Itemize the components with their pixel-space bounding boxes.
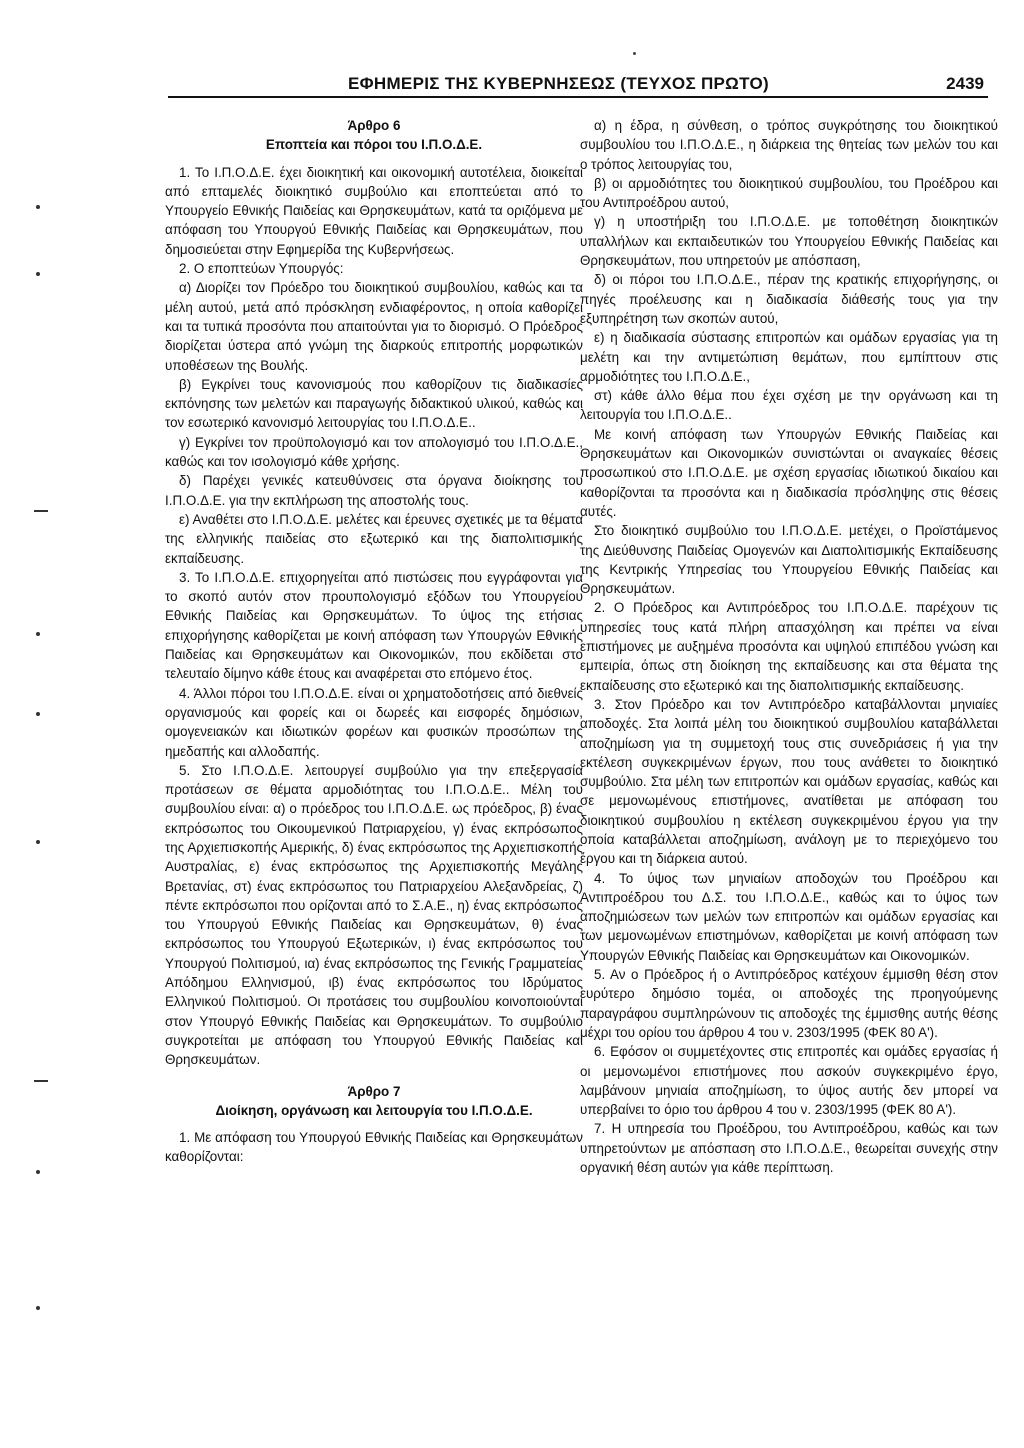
paragraph: β) Εγκρίνει τους κανονισμούς που καθορίζουν τις διαδικασίες εκπόνησης των μελετών και παραγωγής διδακτικού υλικού, καθώς και τον εσωτερικό κανονισμό λειτουργίας του Ι.Π.Ο.Δ.Ε.. — [165, 376, 583, 431]
margin-mark — [36, 840, 40, 844]
page-number: 2439 — [946, 74, 984, 93]
paragraph: 2. Ο Πρόεδρος και Αντιπρόεδρος του Ι.Π.Ο.Δ.Ε. παρέχουν τις υπηρεσίες τους κατά πλήρη απασχόληση και πρέπει να είναι επιστήμονες με αυξημένα προσόντα και υψηλού επιπέδου γνώση και εμπειρία, όπως στη διοίκηση της εκπαίδευσης και στα θέματα της εκπαίδευσης στο εξωτερικό και της διαπολιτισμικής εκπαίδευσης. — [580, 600, 998, 693]
margin-dash — [34, 1080, 48, 1082]
page-header — [168, 72, 988, 98]
paragraph: 1. Το Ι.Π.Ο.Δ.Ε. έχει διοικητική και οικονομική αυτοτέλεια, διοικείται από επταμελές διοικητικό συμβούλιο και εποπτεύεται από το Υπουργείο Εθνικής Παιδείας και Θρησκευμάτων, κατά τα οριζόμενα με απόφαση του Υπουργού Εθνικής Παιδείας και Θρησκευμάτων, που δημοσιεύεται στην Εφημερίδα της Κυβερνήσεως. — [165, 164, 583, 257]
paragraph: Στο διοικητικό συμβούλιο του Ι.Π.Ο.Δ.Ε. μετέχει, ο Προϊστάμενος της Διεύθυνσης Παιδείας Ομογενών και Διαπολιτισμικής Εκπαίδευσης της Κεντρικής Υπηρεσίας του Υπουργείου Εθνικής Παιδείας και Θρησκευμάτων. — [580, 523, 998, 597]
paragraph: 3. Το Ι.Π.Ο.Δ.Ε. επιχορηγείται από πιστώσεις που εγγράφονται για το σκοπό αυτόν στον προυπολογισμό εξόδων του Υπουργείου Εθνικής Παιδείας και Θρησκευμάτων. Το ύψος της ετήσιας επιχορήγησης καθορίζεται με κοινή απόφαση των Υπουργών Εθνικής Παιδείας και Θρησκευμάτων και Οικονομικών, που εκδίδεται στο τελευταίο δίμηνο κάθε έτους και αναφέρεται στο επόμενο έτος. — [165, 569, 583, 682]
article-6-title: Εποπτεία και πόροι του Ι.Π.Ο.Δ.Ε. — [265, 137, 483, 153]
paragraph: β) οι αρμοδιότητες του διοικητικού συμβουλίου, του Προέδρου και του Αντιπροέδρου αυτού, — [580, 175, 998, 211]
paragraph: 4. Άλλοι πόροι του Ι.Π.Ο.Δ.Ε. είναι οι χρηματοδοτήσεις από διεθνείς οργανισμούς και φορείς και οι δωρεές και εισφορές δημόσιων, ομογενειακών και ιδιωτικών φορέων και φυσικών προσώπων της ημεδαπής και αλλοδαπής. — [165, 685, 583, 759]
paragraph: α) η έδρα, η σύνθεση, ο τρόπος συγκρότησης του διοικητικού συμβουλίου του Ι.Π.Ο.Δ.Ε., η διάρκεια της θητείας των μελών του και ο τρόπος λειτουργίας του, — [580, 118, 998, 172]
paragraph: στ) κάθε άλλο θέμα που έχει σχέση με την οργάνωση και τη λειτουργία του Ι.Π.Ο.Δ.Ε.. — [580, 388, 998, 423]
paragraph: 6. Εφόσον οι συμμετέχοντες στις επιτροπές και ομάδες εργασίας ή οι μεμονωμένοι επιστήμονες που ασκούν συγκεκριμένο έργο, λαμβάνουν μηνιαία αποζημίωση, το ύψος αυτής δεν μπορεί να υπερβαίνει το όριο του άρθρου 4 του ν. 2303/1995 (ΦΕΚ 80 Α'). — [580, 1044, 998, 1118]
scan-artifact-dot — [633, 52, 636, 55]
paragraph: 7. Η υπηρεσία του Προέδρου, του Αντιπροέδρου, καθώς και των υπηρετούντων με απόσπαση στο Ι.Π.Ο.Δ.Ε., θεωρείται συνεχής στην οργανική θέση αυτών για κάθε περίπτωση. — [580, 1121, 998, 1176]
paragraph: α) Διορίζει τον Πρόεδρο του διοικητικού συμβουλίου, καθώς και τα μέλη αυτού, μετά από πρόσκληση ενδιαφέροντος, η οποία καθορίζει και τα τυπικά προσόντα που απαιτούνται για το διορισμό. Ο Πρόεδρος διορίζεται ύστερα από γνώμη της διαρκούς επιτροπής μορφωτικών υποθέσεων της Βουλής. — [165, 280, 583, 373]
paragraph: 5. Αν ο Πρόεδρος ή ο Αντιπρόεδρος κατέχουν έμμισθη θέση στον ευρύτερο δημόσιο τομέα, οι αποδοχές της προηγούμενης παραγράφου συμπληρώνουν τις αποδοχές της έμμισθης αυτής θέσης μέχρι του ορίου του άρθρου 4 του ν. 2303/1995 (ΦΕΚ 80 Α'). — [580, 967, 998, 1040]
margin-mark — [36, 712, 40, 716]
right-column — [580, 116, 998, 1177]
margin-dash — [34, 510, 48, 512]
paragraph: δ) Παρέχει γενικές κατευθύνσεις στα όργανα διοίκησης του Ι.Π.Ο.Δ.Ε. για την εκπλήρωση της αποστολής τους. — [165, 473, 583, 508]
margin-mark — [36, 1306, 40, 1310]
article-7-number: Άρθρο 7 — [347, 1083, 401, 1099]
margin-mark — [36, 205, 40, 209]
paragraph: ε) Αναθέτει στο Ι.Π.Ο.Δ.Ε. μελέτες και έρευνες σχετικές με τα θέματα της ελληνικής παιδείας στο εξωτερικό και της διαπολιτισμικής εκπαίδευσης. — [165, 511, 583, 566]
article-6-number: Άρθρο 6 — [347, 118, 401, 133]
paragraph: ε) η διαδικασία σύστασης επιτροπών και ομάδων εργασίας για τη μελέτη και την αντιμετώπιση θεμάτων, που εμπίπτουν στις αρμοδιότητες του Ι.Π.Ο.Δ.Ε., — [580, 330, 998, 384]
margin-mark — [36, 632, 40, 636]
paragraph: γ) η υποστήριξη του Ι.Π.Ο.Δ.Ε. με τοποθέτηση διοικητικών υπαλλήλων και εκπαιδευτικών του Υπουργείου Εθνικής Παιδείας και Θρησκευμάτων, που υπηρετούν με απόσπαση, — [580, 214, 998, 269]
paragraph: 2. Ο εποπτεύων Υπουργός: — [179, 261, 344, 277]
left-column — [165, 116, 583, 1167]
paragraph: 3. Στον Πρόεδρο και τον Αντιπρόεδρο καταβάλλονται μηνιαίες αποδοχές. Στα λοιπά μέλη του διοικητικού συμβουλίου καταβάλλεται αποζημίωση για τη συμμετοχή τους στις συνεδριάσεις ή για την εκτέλεση συγκεκριμένων έργων, που τους ανάθετει το διοικητικό συμβούλιο. Στα μέλη των επιτροπών και ομάδων εργασίας, καθώς και σε μεμονωμένους επιστήμονες, ανατίθεται με απόφαση του διοικητικού συμβουλίου η εκτέλεση συγκεκριμένου έργου για την οποία καταβάλλεται αποζημίωση, ανάλογη με το περιεχόμενο του έργου και τη διάρκεια αυτού. — [580, 696, 998, 867]
margin-mark — [36, 1170, 40, 1174]
paragraph: 5. Στο Ι.Π.Ο.Δ.Ε. λειτουργεί συμβούλιο για την επεξεργασία προτάσεων σε θέματα αρμοδιότητας του Ι.Π.Ο.Δ.Ε.. Μέλη του συμβουλίου είναι: α) ο πρόεδρος του Ι.Π.Ο.Δ.Ε. ως πρόεδρος, β) ένας εκπρόσωπος του Οικουμενικού Πατριαρχείου, γ) ένας εκπρόσωπος της Αρχιεπισκοπής Αμερικής, δ) ένας εκπρόσωπος της Αρχιεπισκοπής Αυστραλίας, ε) ένας εκπρόσωπος της Αρχιεπισκοπής Μεγάλης Βρετανίας, στ) ένας εκπρόσωπος του Πατριαρχείου Αλεξανδρείας, ζ) πέντε εκπρόσωποι που ορίζονται από το Σ.Α.Ε., η) ένας εκπρόσωπος του Υπουργού Εθνικής Παιδείας και Θρησκευμάτων, θ) ένας εκπρόσωπος του Υπουργού Εξωτερικών, ι) ένας εκπρόσωπος του Υπουργού Πολιτισμού, ια) ένας εκπρόσωπος της Γενικής Γραμματείας Απόδημου Ελληνισμού, ιβ) ένας εκπρόσωπος του Ιδρύματος Ελληνικού Πολιτισμού. Οι προτάσεις του συμβουλίου κοινοποιούνται στον Υπουργό Εθνικής Παιδείας και Θρησκευμάτων. Το συμβούλιο συγκροτείται με απόφαση του Υπουργού Εθνικής Παιδείας και Θρησκευμάτων. — [165, 762, 583, 1068]
paragraph: γ) Εγκρίνει τον προϋπολογισμό και τον απολογισμό του Ι.Π.Ο.Δ.Ε., καθώς και τον ισολογισμό κάθε χρήσης. — [165, 434, 583, 470]
paragraph: Με κοινή απόφαση των Υπουργών Εθνικής Παιδείας και Θρησκευμάτων και Οικονομικών συνιστώνται οι αναγκαίες θέσεις προσωπικού στο Ι.Π.Ο.Δ.Ε. με σχέση εργασίας ιδιωτικού δικαίου και καθορίζονται τα προσόντα και η διαδικασία πρόσληψης στις θέσεις αυτές. — [580, 426, 998, 519]
paragraph: 4. Το ύψος των μηνιαίων αποδοχών του Προέδρου και Αντιπροέδρου του Δ.Σ. του Ι.Π.Ο.Δ.Ε., καθώς και το ύψος των αποζημιώσεων των μελών των επιτροπών και ομάδων εργασίας και των μεμονωμένων επιστημόνων, καθορίζεται με κοινή απόφαση των Υπουργών Εθνικής Παιδείας και Θρησκευμάτων και Οικονομικών. — [580, 870, 998, 963]
margin-mark — [36, 272, 40, 276]
paragraph: 1. Με απόφαση του Υπουργού Εθνικής Παιδείας και Θρησκευμάτων καθορίζονται: — [165, 1130, 583, 1165]
paragraph: δ) οι πόροι του Ι.Π.Ο.Δ.Ε., πέραν της κρατικής επιχορήγησης, οι πηγές προέλευσης και η διαδικασία διάθεσής τους για την εξυπηρέτηση των σκοπών αυτού, — [580, 272, 998, 326]
gazette-title: ΕΦΗΜΕΡΙΣ ΤΗΣ ΚΥΒΕΡΝΗΣΕΩΣ (ΤΕΥΧΟΣ ΠΡΩΤΟ) — [348, 74, 769, 93]
article-7-title: Διοίκηση, οργάνωση και λειτουργία του Ι.Π.Ο.Δ.Ε. — [215, 1102, 533, 1118]
